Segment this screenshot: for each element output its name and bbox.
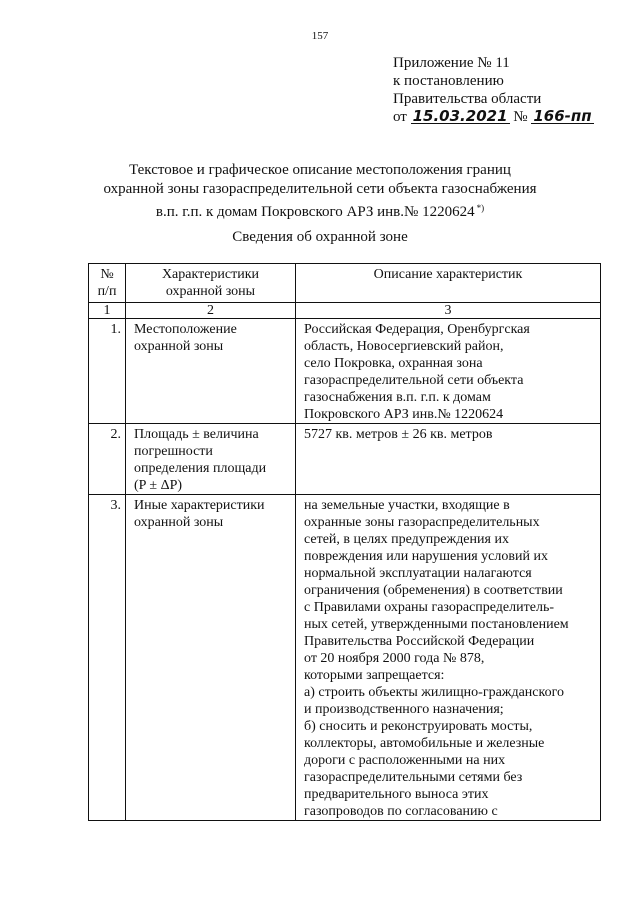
row-number: 2. <box>89 424 126 495</box>
appendix-line-government: Правительства области <box>393 91 542 107</box>
table-header-row <box>89 264 601 303</box>
header-description: Описание характеристик <box>296 264 601 303</box>
row-description: Российская Федерация, Оренбургская область, Новосергиевский район, село Покровка, охранная зона газораспределительной сети объекта газоснабжения в.п. г.п. к домам Покровского АРЗ инв.№ 1220624 <box>296 319 601 424</box>
number-sign: № <box>513 109 528 125</box>
footnote-mark: *) <box>476 203 485 213</box>
title-line-2: охранной зоны газораспределительной сети объекта газоснабжения <box>103 181 537 197</box>
title-line-3: в.п. г.п. к домам Покровского АРЗ инв.№ 1220624 *) <box>155 203 485 220</box>
index-cell: 1 <box>89 303 126 319</box>
table-index-row <box>89 303 601 319</box>
row-description: 5727 кв. метров ± 26 кв. метров <box>296 424 601 495</box>
appendix-title: Приложение № 11 <box>393 55 510 71</box>
header-number: № п/п <box>89 264 126 303</box>
table-row <box>89 319 601 424</box>
handwritten-date: 15.03.2021 <box>412 107 508 125</box>
header-characteristics: Характеристики охранной зоны <box>126 264 296 303</box>
index-cell: 2 <box>126 303 296 319</box>
row-number: 3. <box>89 495 126 821</box>
row-description: на земельные участки, входящие в охранные зоны газораспределительных сетей, в целях предупреждения их повреждения или нарушения условий их нормальной эксплуатации налагаются ограничения (обременения) в соответствии с Правилами охраны газораспределитель- ных сетей, утвержденными постановлением Правительства Российской Федерации от 20 ноября 2000 года № 878, которыми запрещается: а) строить объекты жилищно-гражданского и производственного назначения; б) сносить и реконструировать мосты, коллекторы, автомобильные и железные дороги с расположенными на них газораспределительными сетями без предварительного выноса этих газопроводов по согласованию с <box>296 495 601 821</box>
page-number: 157 <box>311 30 329 42</box>
table-row <box>89 495 601 821</box>
row-number: 1. <box>89 319 126 424</box>
appendix-block <box>393 54 633 126</box>
row-characteristic: Площадь ± величина погрешности определения площади (P ± ΔP) <box>126 424 296 495</box>
zone-table <box>88 263 601 821</box>
appendix-date-line <box>393 108 633 126</box>
document-title <box>0 161 640 222</box>
title-line-1: Текстовое и графическое описание местоположения границ <box>129 162 511 178</box>
appendix-line-resolution: к постановлению <box>393 73 504 89</box>
date-prefix: от <box>393 109 407 125</box>
table-row <box>89 424 601 495</box>
handwritten-number: 166-пп <box>533 107 592 125</box>
index-cell: 3 <box>296 303 601 319</box>
row-characteristic: Местоположение охранной зоны <box>126 319 296 424</box>
section-subtitle: Сведения об охранной зоне <box>232 229 408 245</box>
row-characteristic: Иные характеристики охранной зоны <box>126 495 296 821</box>
